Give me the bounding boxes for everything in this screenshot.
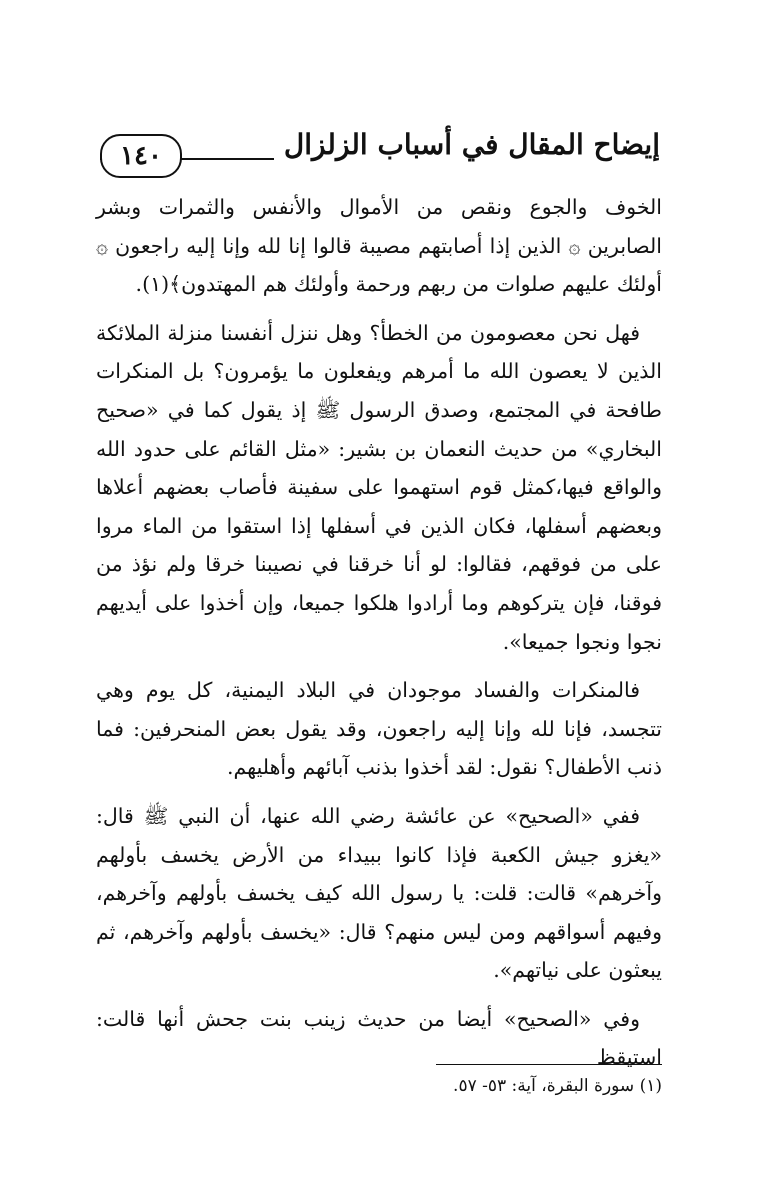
footnote: (١) سورة البقرة، آية: ٥٣- ٥٧. — [453, 1076, 662, 1096]
page-body — [96, 188, 662, 1077]
book-title: إيضاح المقال في أسباب الزلزال — [274, 128, 660, 161]
running-header — [100, 128, 660, 174]
paragraph-2: فهل نحن معصومون من الخطأ؟ وهل ننزل أنفسنا منزلة الملائكة الذين لا يعصون الله ما أمرهم ويفعلون ما يؤمرون؟ بل المنكرات طافحة في المجتمع، وصدق الرسول ﷺ إذ يقول كما في «صحيح البخاري» من حديث النعمان بن بشير: «مثل القائم على حدود الله والواقع فيها،كمثل قوم استهموا على سفينة فأصاب بعضهم أعلاها وبعضهم أسفلها، فكان الذين في أسفلها إذا استقوا من الماء مروا على من فوقهم، فقالوا: لو أنا خرقنا في نصيبنا خرقا ولم نؤذ من فوقنا، فإن يتركوهم وما أرادوا هلكوا جميعا، وإن أخذوا على أيديهم نجوا ونجوا جميعا». — [96, 320, 662, 654]
paragraph-3: فالمنكرات والفساد موجودان في البلاد اليمنية، كل يوم وهي تتجسد، فإنا لله وإنا إليه راجعون، وقد يقول بعض المنحرفين: فما ذنب الأطفال؟ نقول: لقد أخذوا بذنب آبائهم وأهليهم. — [96, 678, 662, 780]
page-number: ١٤٠ — [120, 141, 162, 171]
footnote-separator — [436, 1064, 662, 1065]
paragraph-5: وفي «الصحيح» أيضا من حديث زينب بنت جحش أنها قالت: استيقظ — [96, 1006, 662, 1070]
paragraph-1: الخوف والجوع ونقص من الأموال والأنفس والثمرات وبشر الصابرين ۞ الذين إذا أصابتهم مصيبة قالوا إنا لله وإنا إليه راجعون ۞ أولئك عليهم صلوات من ربهم ورحمة وأولئك هم المهتدون﴾(١). — [96, 195, 662, 297]
page-number-badge — [100, 134, 182, 178]
paragraph-4: ففي «الصحيح» عن عائشة رضي الله عنها، أن النبي ﷺ قال: «يغزو جيش الكعبة فإذا كانوا ببيداء من الأرض يخسف بأولهم وآخرهم» قالت: قلت: يا رسول الله كيف يخسف بأولهم وآخرهم، وفيهم أسواقهم ومن ليس منهم؟ قال: «يخسف بأولهم وآخرهم، ثم يبعثون على نياتهم». — [96, 803, 662, 983]
